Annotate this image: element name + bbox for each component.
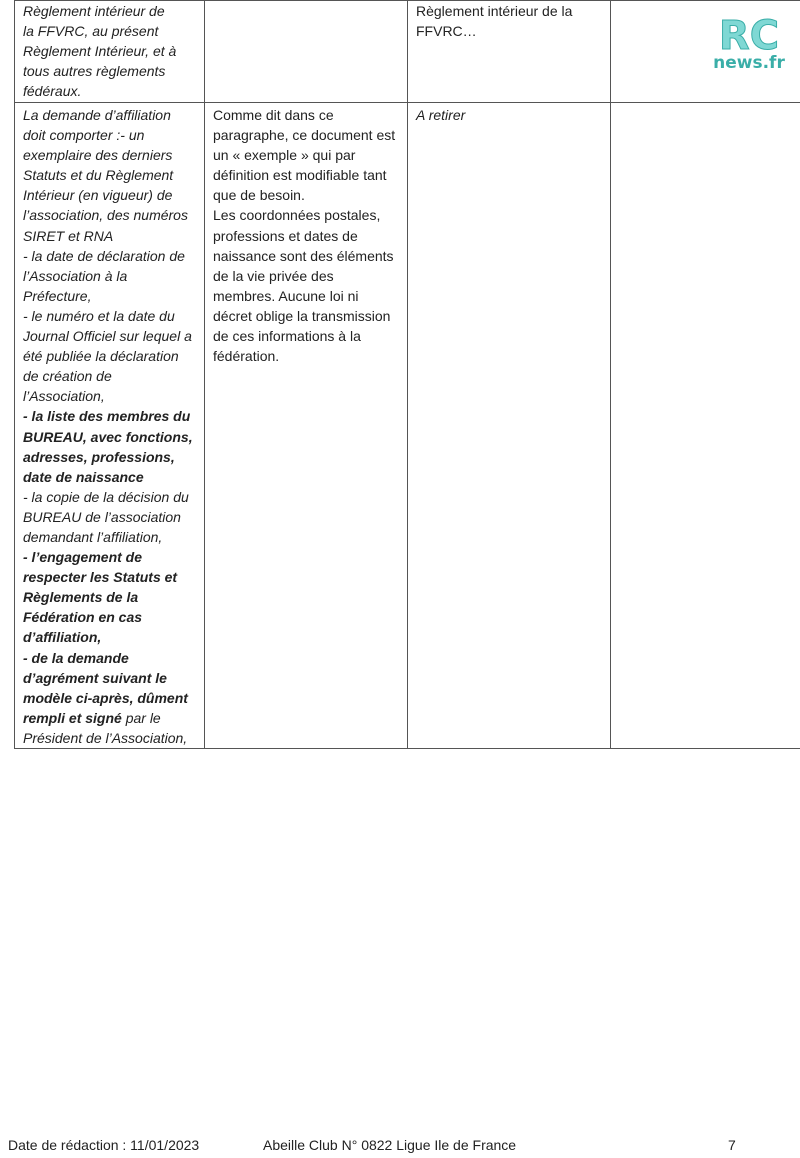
approval-request-bold: - de la demande d’agrément suivant le modèle ci-après, dûment rempli et signé [23,649,188,726]
row1-text-line: Règlement intérieur de [23,3,165,19]
row1-original-text-cell [15,1,205,103]
statutes-commitment-text: - l’engagement de respecter les Statuts et Règlements de la Fédération en cas d’affiliation, [23,549,178,646]
comment-paragraph-1: Comme dit dans ce paragraphe, ce document est un « exemple » qui par définition est modifiable tant que de besoin. [213,107,396,204]
row2-original-text-cell [15,103,205,749]
row2-comment-cell [205,103,408,749]
declaration-date-text: - la date de déclaration de l’Association à la Préfecture, [23,247,185,304]
logo-news-text: news.fr [713,53,785,71]
footer-page-number: 7 [728,1137,736,1153]
bureau-members-list-text: - la liste des membres du BUREAU, avec fonctions, adresses, professions, date de naissance [23,408,193,485]
row1-comment-cell [205,1,408,103]
row2-proposal-cell: A retirer [408,103,611,749]
content-table [14,0,800,749]
journal-officiel-text: - le numéro et la date du Journal Officiel sur lequel a été publiée la déclaration de création de l’Association, [23,307,192,405]
row1-text-line: fédéraux. [23,83,82,100]
approval-request-italic: par le Président de l’Association, [23,709,188,746]
page-footer [0,1137,800,1157]
bureau-decision-text: - la copie de la décision du BUREAU de l’association demandant l’affiliation, [23,488,189,545]
affiliation-request-text: La demande d’affiliation doit comporter :- un exemplaire des derniers Statuts et du Règlement Intérieur (en vigueur) de l’association, des numéros SIRET et RNA [23,107,188,244]
table-row [15,1,800,103]
comment-paragraph-2: Les coordonnées postales, professions et dates de naissance sont des éléments de la vie privée des membres. Aucune loi ni décret oblige la transmission de ces informations à la fédération. [213,207,394,365]
rcnews-logo [712,13,786,71]
row1-text-line: tous autres règlements [23,63,166,80]
footer-date: Date de rédaction : 11/01/2023 [8,1137,200,1153]
approval-request-text [23,648,196,748]
row1-proposal-cell: Règlement intérieur de la FFVRC… [408,1,611,103]
logo-rc-text: RC [718,13,780,59]
footer-club: Abeille Club N° 0822 Ligue Ile de France [263,1137,517,1153]
row2-empty-cell [611,103,800,749]
row1-text-line: Règlement Intérieur, et à [23,43,177,60]
row1-text-line: la FFVRC, au présent [23,23,159,40]
table-row [15,103,800,749]
